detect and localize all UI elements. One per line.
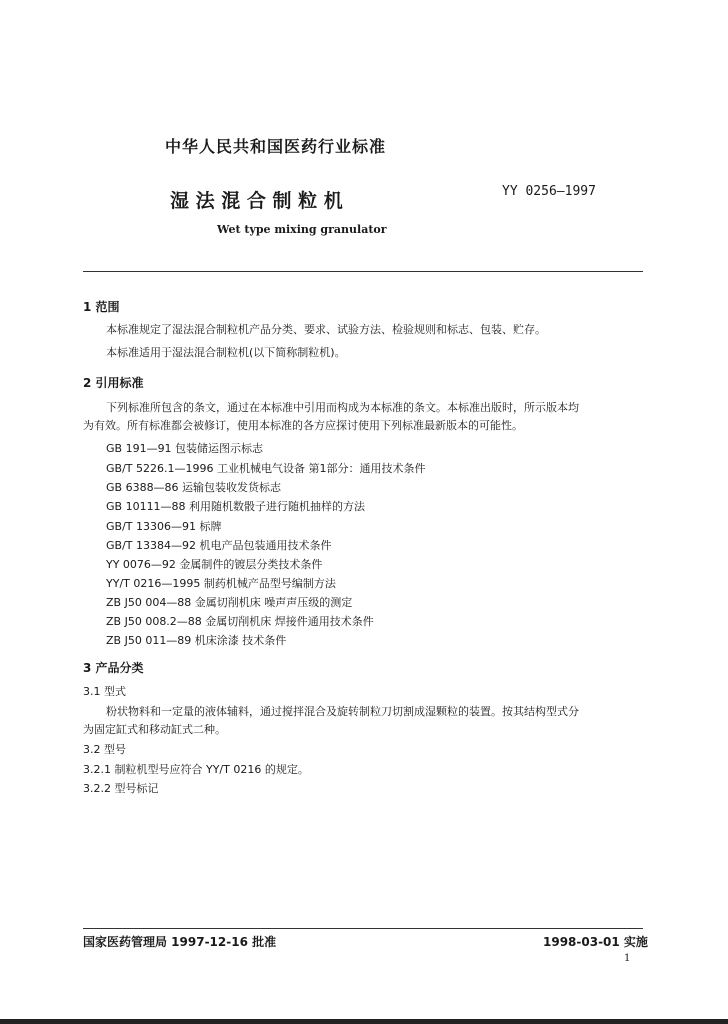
section-1-heading: 1 范围 (83, 300, 120, 314)
document-title-chinese: 湿 法 混 合 制 粒 机 (170, 190, 343, 212)
page-number: 1 (624, 953, 631, 964)
reference-item: ZB J50 011—89 机床涂漆 技术条件 (106, 634, 287, 647)
section-3-1-paragraph-line-1: 粉状物料和一定量的液体辅料，通过搅拌混合及旋转制粒刀切割成湿颗粒的装置。按其结构型式分 (106, 705, 579, 718)
header-divider (83, 271, 643, 272)
footer-divider (83, 928, 643, 929)
document-title-english: Wet type mixing granulator (217, 223, 387, 236)
reference-item: GB 10111—88 利用随机数骰子进行随机抽样的方法 (106, 500, 366, 513)
section-3-2-1: 3.2.1 制粒机型号应符合 YY/T 0216 的规定。 (83, 763, 309, 776)
industry-standard-heading: 中华人民共和国医药行业标准 (165, 137, 387, 156)
section-3-2-heading: 3.2 型号 (83, 743, 126, 756)
section-3-2-2: 3.2.2 型号标记 (83, 782, 159, 795)
section-2-paragraph-line-2: 为有效。所有标准都会被修订，使用本标准的各方应探讨使用下列标准最新版本的可能性。 (83, 419, 523, 432)
reference-item: GB/T 13306—91 标牌 (106, 520, 222, 533)
section-1-paragraph-1: 本标准规定了湿法混合制粒机产品分类、要求、试验方法、检验规则和标志、包装、贮存。 (106, 323, 546, 336)
effective-date-text: 1998-03-01 实施 (543, 935, 648, 949)
reference-item: GB/T 13384—92 机电产品包装通用技术条件 (106, 539, 332, 552)
section-3-1-paragraph-line-2: 为固定缸式和移动缸式二种。 (83, 723, 226, 736)
scan-edge (0, 1019, 728, 1024)
reference-item: YY 0076—92 金属制件的镀层分类技术条件 (106, 558, 323, 571)
section-2-paragraph-line-1: 下列标准所包含的条文，通过在本标准中引用而构成为本标准的条文。本标准出版时，所示版本均 (106, 401, 579, 414)
section-3-1-heading: 3.1 型式 (83, 685, 126, 698)
reference-item: ZB J50 008.2—88 金属切削机床 焊接件通用技术条件 (106, 615, 374, 628)
section-2-heading: 2 引用标准 (83, 376, 144, 390)
standard-number: YY 0256—1997 (502, 184, 596, 199)
section-3-heading: 3 产品分类 (83, 661, 144, 675)
section-1-paragraph-2: 本标准适用于湿法混合制粒机(以下简称制粒机)。 (106, 346, 346, 359)
reference-item: YY/T 0216—1995 制药机械产品型号编制方法 (106, 577, 336, 590)
approval-text: 国家医药管理局 1997-12-16 批准 (83, 935, 277, 949)
reference-item: ZB J50 004—88 金属切削机床 噪声声压级的测定 (106, 596, 353, 609)
reference-item: GB 191—91 包装储运图示标志 (106, 442, 264, 455)
reference-item: GB/T 5226.1—1996 工业机械电气设备 第1部分：通用技术条件 (106, 462, 426, 475)
reference-item: GB 6388—86 运输包装收发货标志 (106, 481, 282, 494)
